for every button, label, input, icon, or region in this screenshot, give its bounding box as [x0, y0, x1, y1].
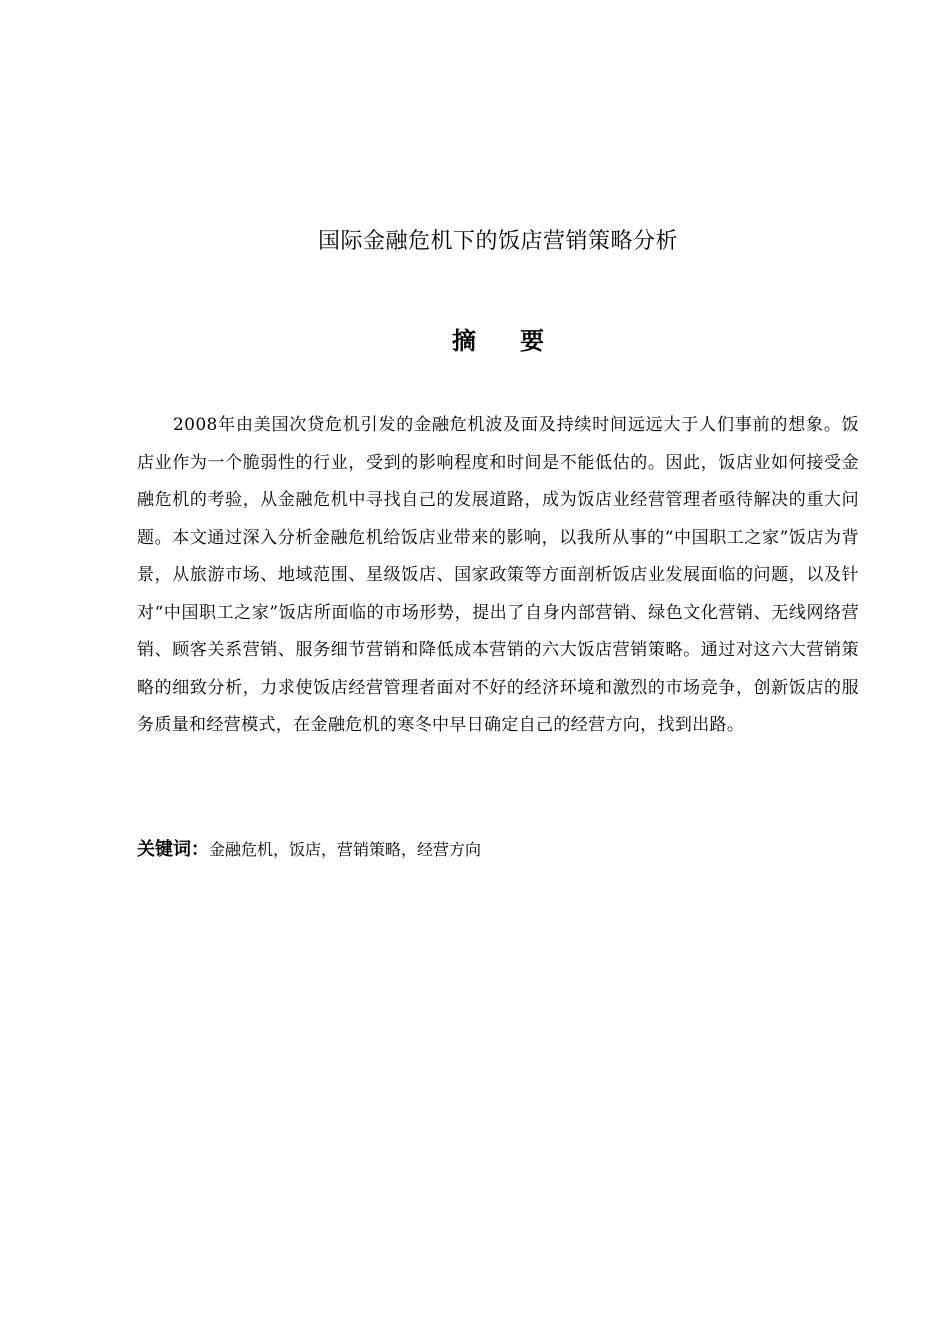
- abstract-paragraph: 2008年由美国次贷危机引发的金融危机波及面及持续时间远远大于人们事前的想象。饭店业作为一个脆弱性的行业，受到的影响程度和时间是不能低估的。因此，饭店业如何接受金融危机的考验，从金融危机中寻找自己的发展道路，成为饭店业经营管理者亟待解决的重大问题。本文通过深入分析金融危机给饭店业带来的影响，以我所从事的“中国职工之家”饭店为背景，从旅游市场、地域范围、星级饭店、国家政策等方面剖析饭店业发展面临的问题，以及针对“中国职工之家”饭店所面临的市场形势，提出了自身内部营销、绿色文化营销、无线网络营销、顾客关系营销、服务细节营销和降低成本营销的六大饭店营销策略。通过对这六大营销策略的细致分析，力求使饭店经营管理者面对不好的经济环境和激烈的市场竞争，创新饭店的服务质量和经营模式，在金融危机的寒冬中早日确定自己的经营方向，找到出路。: [137, 415, 859, 735]
- keywords-values: 金融危机，饭店，营销策略，经营方向: [209, 840, 482, 859]
- keywords-line: [137, 832, 859, 868]
- abstract-heading-first-char: 摘: [452, 327, 476, 355]
- abstract-heading-second-char: 要: [520, 327, 544, 355]
- keywords-label: 关键词：: [137, 839, 209, 860]
- abstract-heading: [0, 323, 950, 359]
- document-title: 国际金融危机下的饭店营销策略分析: [317, 229, 678, 254]
